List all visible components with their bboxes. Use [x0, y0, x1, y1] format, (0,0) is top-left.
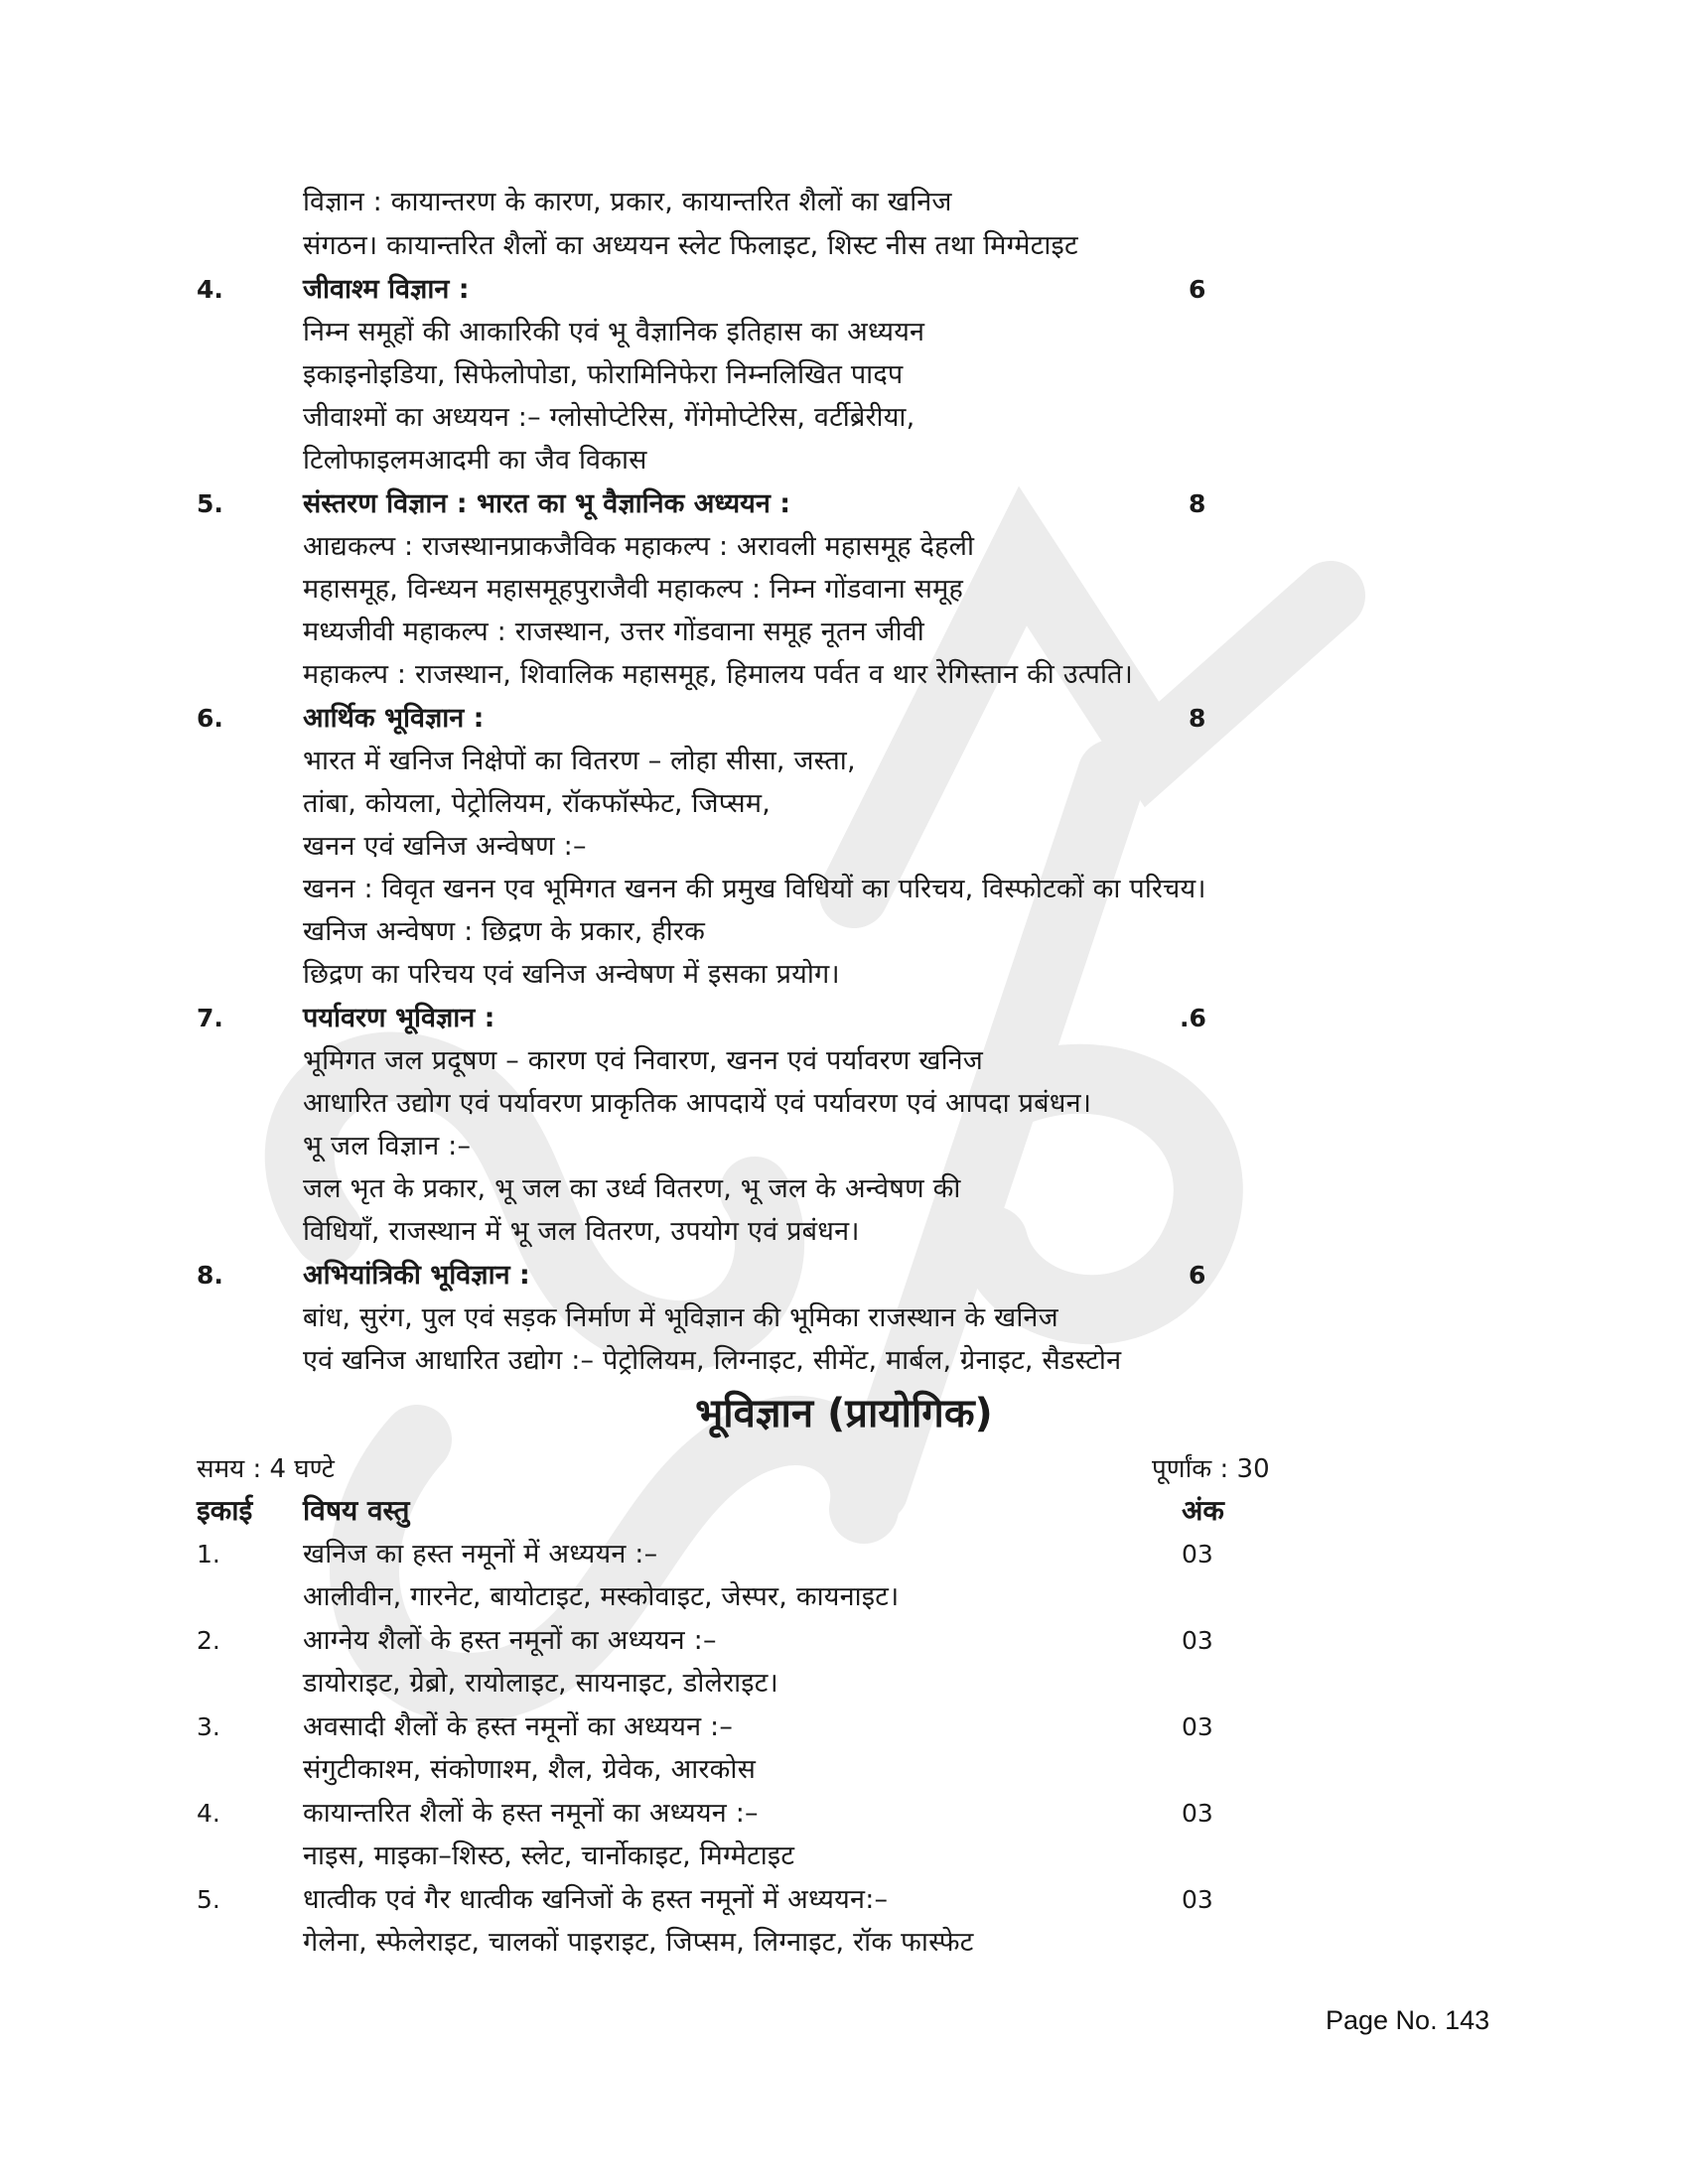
- unit-line: निम्न समूहों की आकारिकी एवं भू वैज्ञानिक इतिहास का अध्ययन: [303, 317, 925, 347]
- practical-row-marks: 03: [1182, 1885, 1213, 1914]
- unit-line: भू जल विज्ञान :–: [303, 1131, 472, 1161]
- unit-line: जल भृत के प्रकार, भू जल का उर्ध्व वितरण, भू जल के अन्वेषण की: [303, 1173, 961, 1204]
- unit-line: तांबा, कोयला, पेट्रोलियम, रॉकफॉस्फेट, जिप्सम,: [303, 788, 771, 819]
- unit-title: अभियांत्रिकी भूविज्ञान :: [303, 1260, 530, 1291]
- practical-row-marks: 03: [1182, 1799, 1213, 1828]
- practical-row-marks: 03: [1182, 1712, 1213, 1741]
- unit-line: महासमूह, विन्ध्यन महासमूहपुराजैवी महाकल्प : निम्न गोंडवाना समूह: [303, 574, 964, 605]
- unit-marks: 8: [1189, 704, 1206, 733]
- unit-marks: 6: [1189, 1261, 1206, 1290]
- unit-title: आर्थिक भूविज्ञान :: [303, 703, 485, 734]
- unit-line: टिलोफाइलमआदमी का जैव विकास: [303, 445, 647, 476]
- practical-row-number: 2.: [197, 1626, 220, 1655]
- unit-title: जीवाश्म विज्ञान :: [303, 274, 470, 305]
- unit-title: संस्तरण विज्ञान : भारत का भू वैज्ञानिक अध्ययन :: [303, 488, 791, 519]
- unit-line: आद्यकल्प : राजस्थानप्राकजैविक महाकल्प : अरावली महासमूह देहली: [303, 531, 975, 562]
- unit-marks: .6: [1180, 1004, 1206, 1032]
- unit-number: 5.: [197, 489, 223, 518]
- unit-marks: 6: [1189, 275, 1206, 304]
- unit-line: विधियॉं, राजस्थान में भू जल वितरण, उपयोग एवं प्रबंधन।: [303, 1216, 860, 1247]
- unit-line: एवं खनिज आधारित उद्योग :– पेट्रोलियम, लिग्नाइट, सीमेंट, मार्बल, ग्रेनाइट, सैडस्टोन: [303, 1345, 1122, 1376]
- practical-row-marks: 03: [1182, 1626, 1213, 1655]
- unit-marks: 8: [1189, 489, 1206, 518]
- practical-row-detail: गेलेना, स्फेलेराइट, चालकों पाइराइट, जिप्सम, लिग्नाइट, रॉक फास्फेट: [303, 1927, 974, 1958]
- unit-line: भारत में खनिज निक्षेपों का वितरण – लोहा सीसा, जस्ता,: [303, 746, 856, 776]
- practical-row-title: धात्वीक एवं गैर धात्वीक खनिजों के हस्त नमूनों में अध्ययन:–: [303, 1884, 889, 1915]
- unit-title: पर्यावरण भूविज्ञान :: [303, 1003, 495, 1033]
- practical-row-number: 5.: [197, 1885, 220, 1914]
- practical-row-detail: नाइस, माइका–शिस्ठ, स्लेट, चार्नोकाइट, मिग्मेटाइट: [303, 1841, 795, 1871]
- unit-number: 8.: [197, 1261, 223, 1290]
- page-number: Page No. 143: [1326, 2005, 1490, 2035]
- unit-line: बांध, सुरंग, पुल एवं सड़क निर्माण में भूविज्ञान की भूमिका राजस्थान के खनिज: [303, 1302, 1058, 1333]
- unit-number: 7.: [197, 1004, 223, 1032]
- unit-line: महाकल्प : राजस्थान, शिवालिक महासमूह, हिमालय पर्वत व थार रेगिस्तान की उत्पति।: [303, 659, 1134, 690]
- practical-row-number: 1.: [197, 1540, 220, 1569]
- unit-line: भूमिगत जल प्रदूषण – कारण एवं निवारण, खनन एवं पर्यावरण खनिज: [303, 1045, 984, 1076]
- unit-line: इकाइनोइडिया, सिफेलोपोडा, फोरामिनिफेरा निम्नलिखित पादप: [303, 359, 904, 390]
- unit-number: 6.: [197, 704, 223, 733]
- header-marks: अंक: [1182, 1494, 1224, 1527]
- practical-row-title: कायान्तरित शैलों के हस्त नमूनों का अध्ययन :–: [303, 1798, 759, 1829]
- unit-line: मध्यजीवी महाकल्प : राजस्थान, उत्तर गोंडवाना समूह नूतन जीवी: [303, 616, 924, 647]
- unit-line: खनन : विवृत खनन एव भूमिगत खनन की प्रमुख विधियों का परिचय, विस्फोटकों का परिचय।: [303, 874, 1206, 904]
- unit-line: आधारित उद्योग एवं पर्यावरण प्राकृतिक आपदायें एवं पर्यावरण एवं आपदा प्रबंधन।: [303, 1088, 1092, 1119]
- unit-line: खनन एवं खनिज अन्वेषण :–: [303, 831, 587, 862]
- practical-row-marks: 03: [1182, 1540, 1213, 1569]
- full-marks: पूर्णांक : 30: [1152, 1454, 1270, 1484]
- unit-line: छिद्रण का परिचय एवं खनिज अन्वेषण में इसका प्रयोग।: [303, 959, 840, 990]
- header-unit: इकाई: [197, 1494, 253, 1527]
- continuation-line: संगठन। कायान्तरित शैलों का अध्ययन स्लेट फिलाइट, शिस्ट नीस तथा मिग्मेटाइट: [303, 230, 1078, 261]
- unit-line: खनिज अन्वेषण : छिद्रण के प्रकार, हीरक: [303, 916, 706, 947]
- practical-title: भूविज्ञान (प्रायोगिक): [695, 1391, 993, 1436]
- practical-row-title: आग्नेय शैलों के हस्त नमूनों का अध्ययन :–: [303, 1625, 717, 1656]
- practical-row-detail: संगुटीकाश्म, संकोणाश्म, शैल, ग्रेवेक, आरकोस: [303, 1754, 757, 1785]
- practical-row-number: 4.: [197, 1799, 220, 1828]
- exam-time: समय : 4 घण्टे: [197, 1454, 335, 1484]
- practical-row-detail: डायोराइट, ग्रेब्रो, रायोलाइट, सायनाइट, डोलेराइट।: [303, 1668, 778, 1699]
- continuation-line: विज्ञान : कायान्तरण के कारण, प्रकार, कायान्तरित शैलों का खनिज: [303, 187, 952, 217]
- practical-row-title: खनिज का हस्त नमूनों में अध्ययन :–: [303, 1539, 658, 1570]
- practical-row-title: अवसादी शैलों के हस्त नमूनों का अध्ययन :–: [303, 1711, 734, 1742]
- practical-row-number: 3.: [197, 1712, 220, 1741]
- unit-number: 4.: [197, 275, 223, 304]
- header-content: विषय वस्तु: [303, 1494, 410, 1527]
- practical-row-detail: आलीवीन, गारनेट, बायोटाइट, मस्कोवाइट, जेस्पर, कायनाइट।: [303, 1581, 900, 1612]
- unit-line: जीवाश्मों का अध्ययन :– ग्लोसोप्टेरिस, गेंगेमोप्टेरिस, वर्टीब्रेरीया,: [303, 402, 915, 433]
